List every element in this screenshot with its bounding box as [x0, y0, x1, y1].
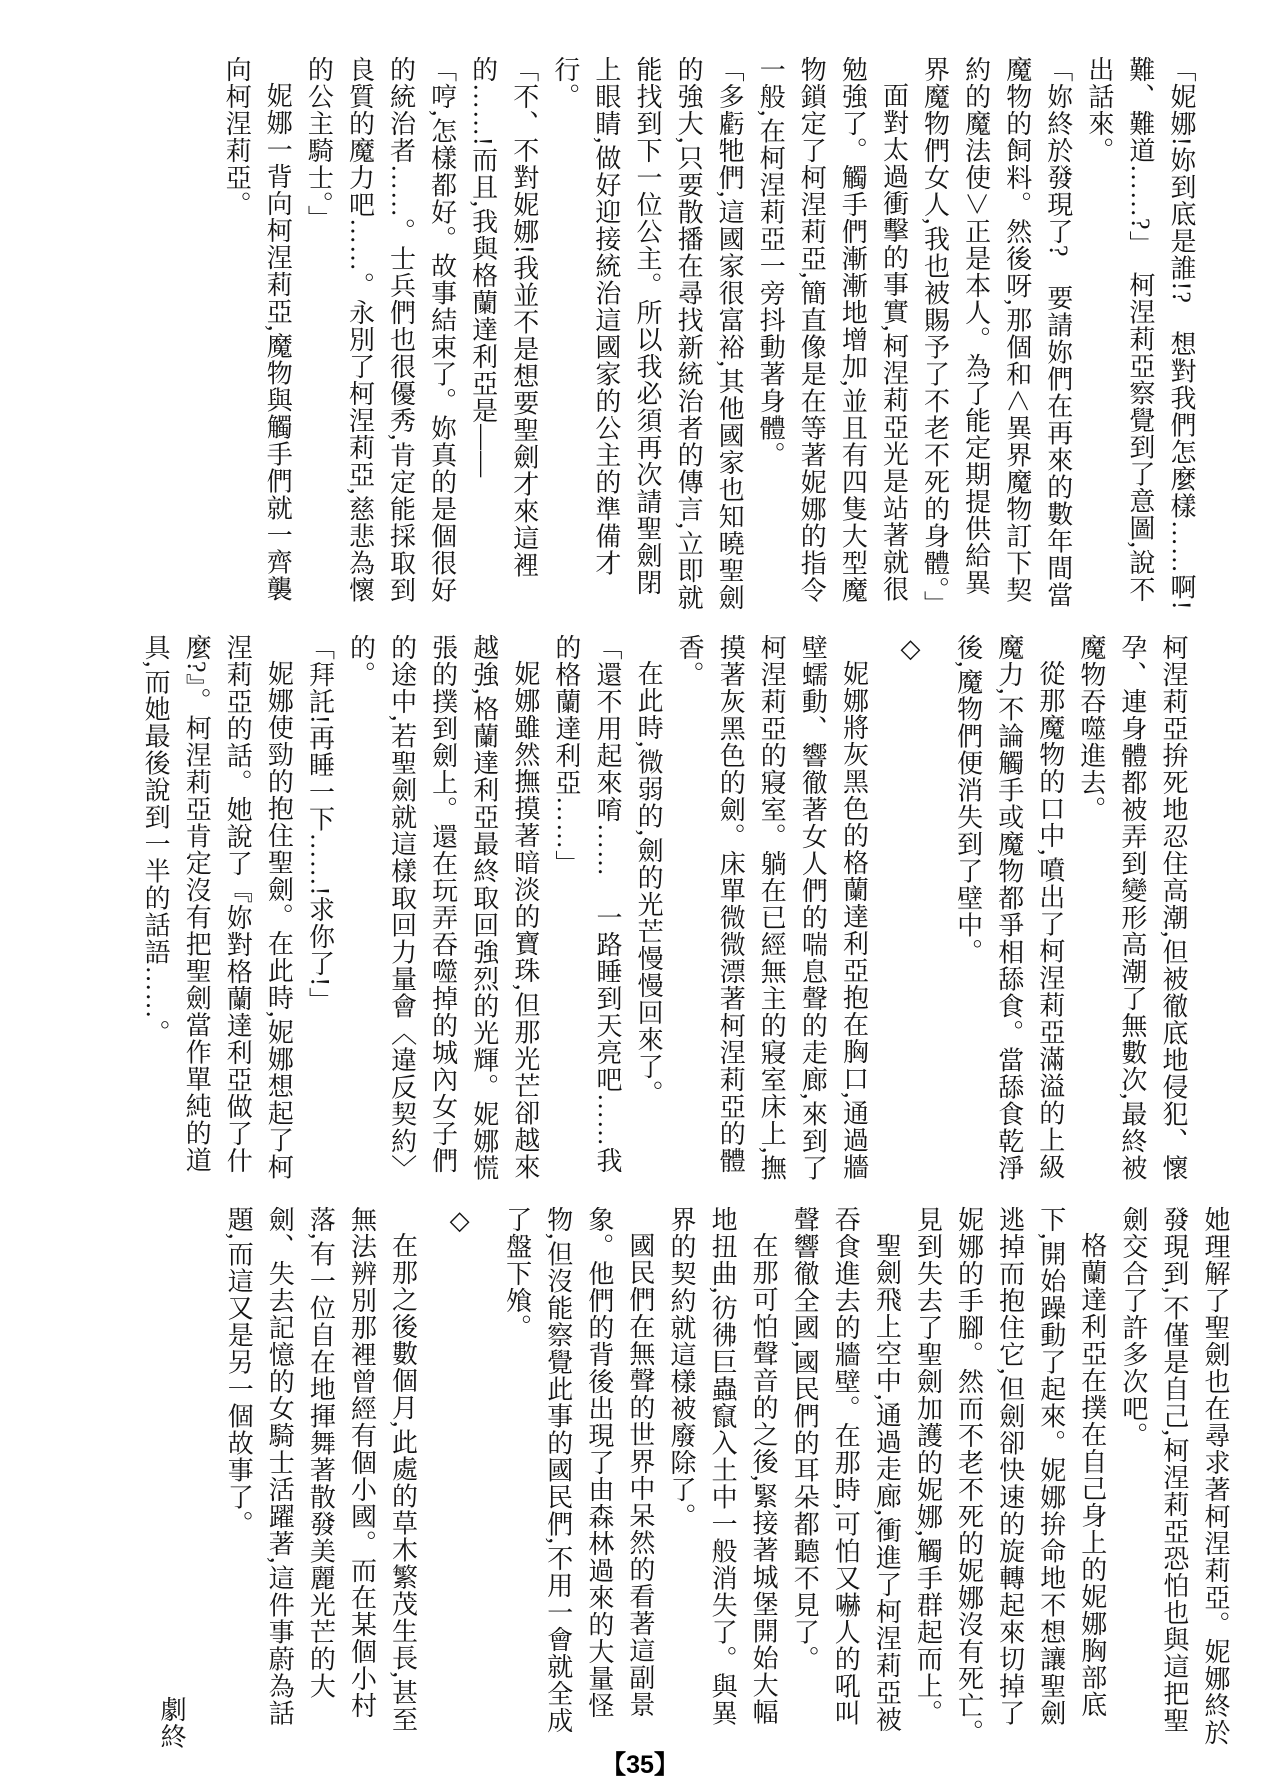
- scene-separator: ◇: [445, 1206, 475, 1237]
- paragraph: 在那可怕聲音的之後,緊接著城堡開始大幅地扭曲,彷彿巨蟲竄入土中一般消失了。與異界的契約就這樣被廢除了。: [666, 1206, 779, 1727]
- paragraph: 「拜託!再睡一下……!求你了!」: [305, 634, 335, 1014]
- paragraph: 在那之後數個月,此處的草木繁茂生長,甚至無法辨別那裡曾經有個小國。而在某個小村落,有一位自在地揮舞著散發美麗光芒的大劍、失去記憶的女騎士活躍著,這件事蔚為話題,而這又是另一個故事了。: [224, 1206, 418, 1733]
- paragraph: 「多虧牠們,這國家很富裕,其他國家也知曉聖劍的強大,只要散播在尋找新統治者的傳言,立即就能找到下一位公主。所以我必須再次請聖劍閉上眼睛,做好迎接統治這國家的公主的準備才行。: [550, 56, 745, 611]
- text-band-top: [216, 56, 1202, 620]
- paragraph: 在此時,微弱的,劍的光芒慢慢回來了。: [634, 660, 664, 1107]
- scene-separator: ◇: [896, 634, 926, 665]
- paragraph: 妮娜使勁的抱住聖劍。在此時,妮娜想起了柯涅莉亞的話。她說了『妳對格蘭達利亞做了什麼?』。柯涅莉亞肯定沒有把聖劍當作單純的道具,而她最後說到一半的話語……。: [141, 634, 294, 1181]
- paragraph: 「不、不對妮娜!我並不是想要聖劍才來這裡的……!而且,我與格蘭達利亞是——: [468, 56, 539, 579]
- the-end-label: 劇終: [157, 1696, 187, 1750]
- paragraph: 聖劍飛上空中,通過走廊,衝進了柯涅莉亞被吞食進去的牆壁。在那時,可怕又嚇人的吼叫聲響徹全國,國民們的耳朵都聽不見了。: [790, 1206, 902, 1733]
- paragraph: 「還不用起來唷…… 一路睡到天亮吧……我的格蘭達利亞……」: [551, 634, 622, 1174]
- paragraph: 格蘭達利亞在撲在自己身上的妮娜胸部底下,開始躁動了起來。妮娜拚命地不想讓聖劍逃掉而抱住它,但劍卻快速的旋轉起來切掉了妮娜的手腳。然而不老不死的妮娜沒有死亡。見到失去了聖劍加護的妮娜,觸手群起而上。: [913, 1206, 1107, 1746]
- paragraph: 國民們在無聲的世界中呆然的看著這副景象。他們的背後出現了由森林過來的大量怪物,但沒能察覺此事的國民們,不用一會就全成了盤下飧。: [502, 1206, 655, 1734]
- page-number: 【35】: [601, 1751, 679, 1779]
- paragraph: 從那魔物的口中,噴出了柯涅莉亞滿溢的上級魔力,不論觸手或魔物都爭相舔食。當舔食乾淨後,魔物們便消失到了壁中。: [953, 634, 1065, 1182]
- text-band-bottom: [145, 1206, 1236, 1750]
- paragraph: 面對太過衝擊的事實,柯涅莉亞光是站著就很勉強了。觸手們漸漸地增加,並且有四隻大型魔物鎖定了柯涅莉亞,簡直像是在等著妮娜的指令一般,在柯涅莉亞一旁抖動著身體。: [756, 56, 909, 604]
- paragraph: 妮娜一背向柯涅莉亞,魔物與觸手們就一齊襲向柯涅莉亞。: [222, 56, 293, 603]
- paragraph: 「妳終於發現了? 要請妳們在再來的數年間當魔物的飼料。然後呀,那個和＜異界魔物訂下契約的魔法使＞正是本人。為了能定期提供給異界魔物們女人,我也被賜予了不老不死的身體。」: [920, 56, 1073, 618]
- paragraph: 「妮娜!妳到底是誰!? 想對我們怎麼樣……啊!難、難道……?」 柯涅莉亞察覺到了意圖,說不出話來。: [1084, 56, 1196, 611]
- paragraph: 柯涅莉亞拚死地忍住高潮,但被徹底地侵犯、懷孕、連身體都被弄到變形高潮了無數次,最終被魔物吞噬進去。: [1076, 634, 1188, 1182]
- text-band-middle: [135, 634, 1194, 1192]
- paragraph: 妮娜雖然撫摸著暗淡的寶珠,但那光芒卻越來越強,格蘭達利亞最終取回強烈的光輝。妮娜慌張的撲到劍上。還在玩弄吞噬掉的城內女子們的途中,若聖劍就這樣取回力量會〈違反契約〉的。: [346, 634, 540, 1182]
- paragraph: 妮娜將灰黑色的格蘭達利亞抱在胸口,通過牆壁蠕動、響徹著女人們的喘息聲的走廊,來到了柯涅莉亞的寢室。躺在已經無主的寢室床上,撫摸著灰黑色的劍。床單微微漂著柯涅莉亞的體香。: [675, 634, 869, 1182]
- paragraph: 她理解了聖劍也在尋求著柯涅莉亞。妮娜終於發現到,不僅是自己,柯涅莉亞恐怕也與這把聖劍交合了許多次吧。: [1118, 1206, 1230, 1746]
- paragraph: 「哼,怎樣都好。故事結束了。妳真的是個很好的統治者……。士兵們也很優秀,肯定能採取到良質的魔力吧……。永別了柯涅莉亞,慈悲為懷的公主騎士。」: [304, 56, 457, 604]
